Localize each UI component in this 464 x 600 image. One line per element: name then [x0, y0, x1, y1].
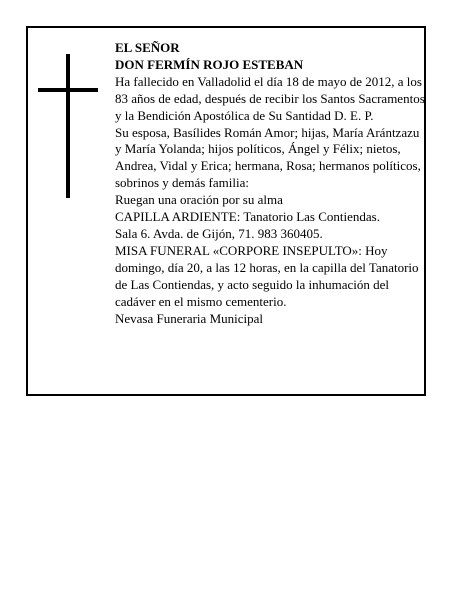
honorific: EL SEÑOR [115, 40, 180, 55]
chapel-address: Sala 6. Avda. de Gijón, 71. 983 360405. [115, 225, 323, 241]
prayer-request: Ruegan una oración por su alma [115, 192, 283, 208]
deceased-name: DON FERMÍN ROJO ESTEBAN [115, 56, 304, 72]
cross-icon [38, 54, 98, 198]
obituary-text [115, 40, 425, 327]
chapel-location: CAPILLA ARDIENTE: Tanatorio Las Contiendas. [115, 209, 380, 225]
cross-vertical-bar [66, 54, 70, 198]
funeral-home: Nevasa Funeraria Municipal [115, 310, 264, 326]
family-list: Su esposa, Basílides Román Amor; hijas, María Arántzazu y María Yolanda; hijos políticos, Ángel y Félix; nietos, Andrea, Vidal y Erica; hermana, Rosa; hermanos políticos, sobrinos y demás familia: [115, 124, 421, 191]
cross-horizontal-bar [38, 88, 98, 92]
obituary-notice [26, 26, 426, 396]
funeral-mass: MISA FUNERAL «CORPORE INSEPULTO»: Hoy domingo, día 20, a las 12 horas, en la capilla del Tanatorio de Las Contiendas, y acto seguido la inhumación del cadáver en el mismo cementerio. [115, 242, 419, 309]
death-announcement: Ha fallecido en Valladolid el día 18 de mayo de 2012, a los 83 años de edad, después de recibir los Santos Sacramentos y la Bendición Apostólica de Su Santidad D. E. P. [115, 73, 425, 123]
